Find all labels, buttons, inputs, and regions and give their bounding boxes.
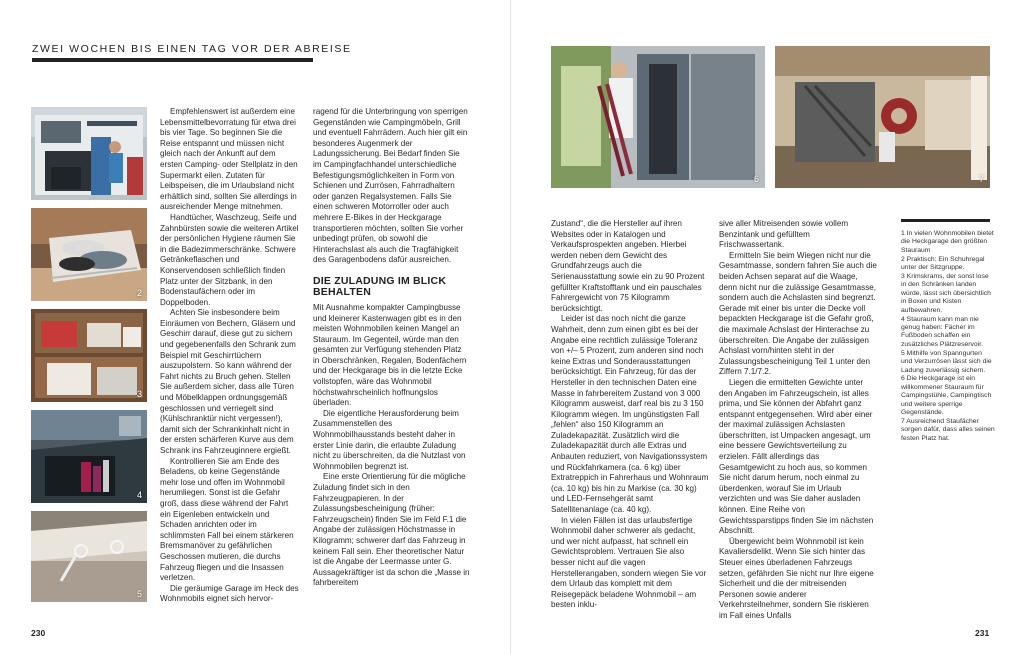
photo-number: 6 (753, 174, 759, 184)
running-header: ZWEI WOCHEN BIS EINEN TAG VOR DER ABREISE (32, 43, 352, 55)
caption: 2 Praktisch: Ein Schuhregal unter der Sitzgruppe. (901, 255, 985, 272)
text-column-1 (160, 107, 300, 605)
photo-7-storage-compartments (775, 46, 990, 188)
caption: 3 Krimskrams, der sonst lose in den Schränken landen würde, lässt sich übersichtlich in Boxen und Kisten aufbewahren. (901, 273, 991, 314)
text-column-3 (551, 219, 709, 611)
photo-6-garage-chairs (551, 46, 765, 188)
text-column-2 (313, 107, 470, 589)
photo-number: 2 (136, 288, 142, 298)
paragraph: Liegen die ermittelten Gewichte unter den Angaben im Fahrzeugschein, ist alles prima, und Sie können der Abfahrt ganz entspannt entgegensehen. Wird aber einer der maximal zulässigen Achslasten überschritten, ist Umpacken angesagt, um eine bessere Gewichtsverteilung zu erzielen. Fällt allerdings das Gesamtgewicht zu hoch aus, so kommen Sie nicht darum herum, noch einmal zu überdenken, worauf Sie im Urlaub verzichten und was Sie daher ausladen können. Eine Reihe von Gewichtssparstipps finden Sie im nächsten Abschnitt. (719, 377, 874, 536)
text-column-4 (719, 219, 877, 622)
paragraph: Achten Sie insbesondere beim Einräumen von Bechern, Gläsern und Geschirr darauf, diese gut zu sichern und gegebenenfalls den Schrank zum Beispiel mit Geschirrtüchern auszupolstern. So kann während der Fahrt nichts zu Bruch gehen. Stellen Sie außerdem sicher, dass alle Türen und Möbelklappen ordnungsgemäß geschlossen und verriegelt sind (Kühlschranktür nicht vergessen!), damit sich der Schrankinhalt nicht in der ersten schärferen Kurve aus dem Schrank ins Fahrzeuginnere ergießt. (160, 308, 296, 455)
caption: 6 Die Heckgarage ist ein willkommener Stauraum für Campingstühle, Campingtisch und weitere sperrige Gegenstände. (901, 375, 992, 417)
photo-number: 3 (136, 389, 142, 399)
photo-3-storage-boxes (31, 309, 147, 402)
photo-5-strap-rail (31, 511, 147, 602)
header-rule (32, 58, 313, 62)
paragraph: Eine erste Orientierung für die mögliche Zuladung findet sich in den Fahrzeugpapieren. In der Zulassungsbescheinigung (früher: Fahrzeugschein) finden Sie im Feld F.1 die Angabe der zulässigen Höchstmasse in Kilogramm; schwerer darf das Fahrzeug in keinem Fall sein. Eher theoretischer Natur ist die Angabe der Leermasse unter G. Aussagekräftiger ist da schon die „Masse in fahrbereitem (313, 472, 470, 588)
paragraph: Handtücher, Waschzeug, Seife und Zahnbürsten sowie die weiteren Artikel der persönlichen Hygiene räumen Sie in die Badezimmerschränke. Schwere Getränkeflaschen und Konservendosen schließlich finden Platz unter der Sitzbank, in den Bodenstaufächern oder im Doppelboden. (160, 212, 299, 307)
paragraph: Mit Ausnahme kompakter Campingbusse und kleinerer Kastenwagen gibt es in den meisten Wohnmobilen keinen Mangel an Stauraum. Im Gegenteil, würde man den gesamten zur Verfügung stehenden Platz in Oberschränken, Regalen, Bodenfächern und der Heckgarage bis in die letzte Ecke vollstopfen, wäre das Wohnmobil höchstwahrscheinlich hoffnungslos überladen. (313, 302, 467, 408)
page-number-left: 230 (31, 628, 46, 638)
caption: 5 Mithilfe von Spanngurten und Verzurrösen lässt sich die Ladung zuverlässig sichern. (901, 349, 992, 374)
right-page (510, 0, 1020, 654)
photo-captions (901, 230, 995, 444)
paragraph: Ermitteln Sie beim Wiegen nicht nur die Gesamtmasse, sondern fahren Sie auch die beiden Achsen separat auf die Waage, denn nicht nur die zulässige Gesamtmasse, sondern auch die Achslasten sind begrenzt. Gerade mit einer bis unter die Decke voll bepackten Heckgarage ist die Gefahr groß, die maximale Achslast der Hinterachse zu überschreiten. Die Angabe der zulässigen Achslast vorn/hinten steht in der Zulassungsbescheinigung Teil 1 unter den Ziffern 7.1/7.2. (719, 250, 877, 377)
caption: 4 Stauraum kann man nie genug haben: Fächer im Fußboden schaffen ein zusätzliches Plätzreservoir. (901, 315, 983, 348)
photo-number: 5 (136, 589, 142, 599)
photo-1-motorhome-garage (31, 107, 147, 200)
paragraph: Übergewicht beim Wohnmobil ist kein Kavaliersdelikt. Wenn Sie sich hinter das Steuer eines überladenen Fahrzeugs setzen, gefährden Sie nicht nur Ihre eigene Sicherheit und die der mitreisenden Personen sowie anderer Verkehrsteilnehmer, sondern Sie riskieren im Fall eines Unfalls (719, 536, 874, 620)
photo-2-shoe-rack (31, 208, 147, 301)
paragraph: In vielen Fällen ist das urlaubsfertige Wohnmobil daher schwerer als gedacht, und wer nicht aufpasst, hat schnell ein Gewichtsproblem. Vertrauen Sie also besser nicht auf die vagen Herstellerangaben, sondern wiegen Sie vor dem Urlaub das komplett mit dem Reisegepäck beladene Wohnmobil – am besten inklu- (551, 515, 707, 610)
paragraph: Die eigentliche Herausforderung beim Zusammenstellen des Wohnmobilhausstands besteht daher in erster Linie darin, die erlaubte Zuladung nicht zu überschreiten, da die Nutzlast von Wohnmobilen begrenzt ist. (313, 408, 466, 471)
paragraph: Die geräumige Garage im Heck des Wohnmobils eignet sich hervor- (160, 583, 299, 604)
section-heading: DIE ZULADUNG IM BLICK BEHALTEN (313, 274, 447, 299)
paragraph: ragend für die Unterbringung von sperrigen Gegenständen wie Campingmöbeln, Grill und eventuell Fahrrädern. Auch hier gilt ein besonderes Augenmerk der Ladungssicherung. Bei Bedarf finden Sie im Campingfachhandel unterschiedliche Befestigungsmöglichkeiten in Form von Schienen und Zurrösen, Fahrradhaltern oder ganzen Regalsystemen. Falls Sie einen schweren Motorroller oder auch mehrere E-Bikes in der Heckgarage transportieren möchten, sollten Sie vorher unbedingt prüfen, ob sowohl die Hinterachslast als auch die Tragfähigkeit des Garagenbodens dafür ausreichen. (313, 107, 468, 265)
captions-rule (901, 219, 990, 222)
photo-number: 7 (978, 174, 984, 184)
photo-4-floor-compartment (31, 410, 147, 503)
paragraph: Empfehlenswert ist außerdem eine Lebensmittelbevorratung für etwa drei bis vier Tage. So beginnen Sie die Reise entspannt und müssen nicht gleich nach der Ankunft auf dem ersten Camping- oder Stellplatz in den Supermarkt eilen. Zutaten für Leibspeisen, die im Urlaubsland nicht erhältlich sind, sollten Sie allerdings in ausreichender Menge mitnehmen. (160, 107, 298, 212)
paragraph: Zustand“, die die Hersteller auf ihren Websites oder in Katalogen und Verkaufsprospekten angeben. Hierbei werden neben dem Gewicht des Grundfahrzeugs auch die Serienausstattung sowie ein zu 90 Prozent gefüllter Kraftstofftank und ein pauschales Fahrergewicht von 75 Kilogramm berücksichtigt. (551, 219, 705, 313)
paragraph: Kontrollieren Sie am Ende des Beladens, ob keine Gegenstände mehr lose und offen im Wohnmobil herumliegen. Sonst ist die Gefahr groß, dass diese während der Fahrt ein Eigenleben entwickeln und Schaden anrichten oder im schlimmsten Fall bei einem stärkeren Bremsmanöver zu gefährlichen Geschossen mutieren, die durchs Fahrzeug fliegen und die Insassen verletzen. (160, 456, 294, 583)
paragraph: sive aller Mitreisenden sowie vollem Benzintank und gefülltem Frischwassertank. (719, 219, 849, 250)
caption: 7 Ausreichend Staufächer sorgen dafür, dass alles seinen festen Platz hat. (901, 417, 995, 442)
page-number-right: 231 (975, 628, 990, 638)
paragraph: Leider ist das noch nicht die ganze Wahrheit, denn zum einen gibt es bei der Angabe eine rechtlich zulässige Toleranz von +/– 5 Prozent, zum anderen sind noch keine Extras und Sonderausstattungen berücksichtigt. Ein Fahrzeug, für das der Hersteller in den technischen Daten eine Masse in fahrbereitem Zustand von 3 000 Kilogramm ausweist, darf real bis zu 3 150 Kilogramm wiegen. Im ungünstigsten Fall „fehlen“ also 150 Kilogramm an Zuladekapazität. Zusätzlich wird die Zuladekapazität durch alle Extras und Anbauten reduziert, von Navigationssystem und Rückfahrkamera (ca. 6 kg) über Extratreppich in Fahrerhaus und Wohnraum (ca. 10 kg) bis hin zu Markise (ca. 30 kg) und LED-Fernsehgerät samt Satellitenanlage (ca. 40 kg). (551, 314, 709, 515)
photo-number: 4 (136, 490, 142, 500)
caption: 1 In vielen Wohnmobilen bietet die Heckgarage den größten Stauraum (901, 230, 994, 254)
